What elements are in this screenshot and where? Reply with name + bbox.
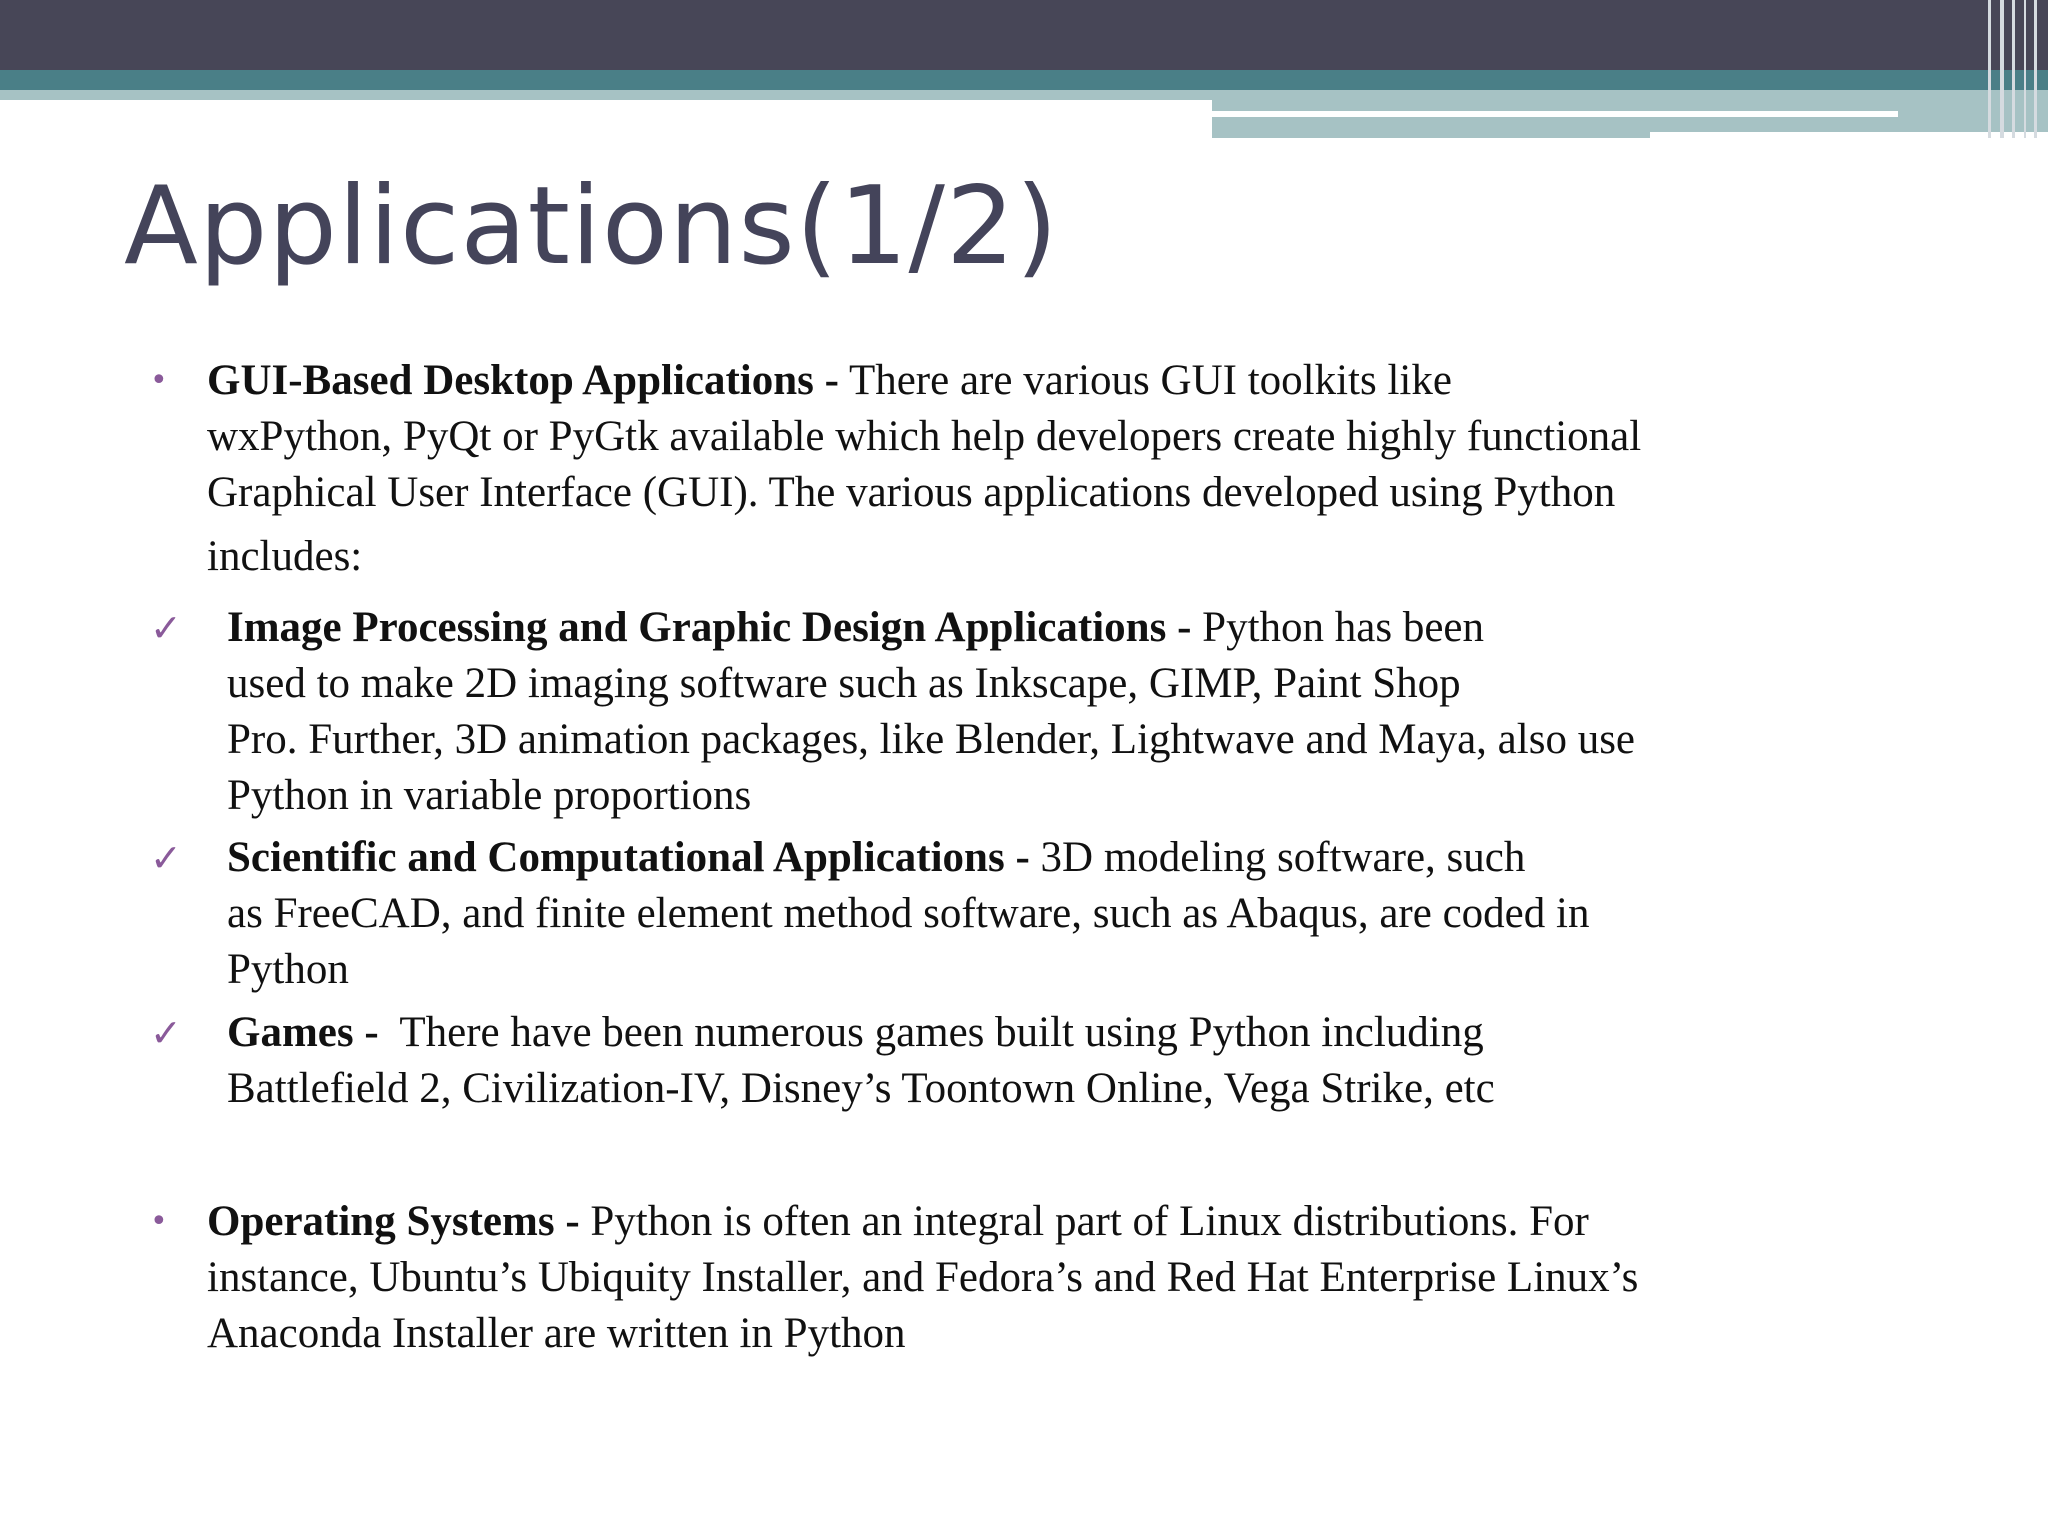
list-item-line: Anaconda Installer are written in Python	[207, 1310, 906, 1357]
header-light-band-left	[0, 90, 1212, 100]
list-item-line: used to make 2D imaging software such as Inkscape, GIMP, Paint Shop	[227, 660, 1461, 707]
list-item-line: as FreeCAD, and finite element method software, such as Abaqus, are coded in	[227, 890, 1590, 937]
header-stripe	[2024, 0, 2026, 138]
header-stripe	[2012, 0, 2015, 138]
header-stripe	[1988, 0, 1991, 138]
list-item-image-processing	[227, 600, 1927, 824]
list-item-heading: Operating Systems -	[207, 1198, 580, 1245]
list-item-line: Pro. Further, 3D animation packages, like Blender, Lightwave and Maya, also use	[227, 716, 1636, 763]
round-bullet-icon: •	[150, 1204, 168, 1239]
list-item-line: Python	[227, 946, 349, 993]
slide-title: Applications(1/2)	[124, 164, 1059, 289]
header-dark-band	[0, 0, 2048, 70]
list-item-text: 3D modeling software, such	[1040, 834, 1526, 881]
list-item-text: There have been numerous games built using Python including	[389, 1009, 1484, 1056]
list-item-line	[207, 1194, 1907, 1250]
list-item-games	[227, 1005, 1927, 1117]
list-item-text: Python has been	[1202, 604, 1485, 651]
list-item-scientific	[227, 830, 1927, 998]
list-item-line	[227, 830, 1927, 886]
list-item-heading: Scientific and Computational Applications -	[227, 834, 1030, 881]
list-item-heading: Games -	[227, 1009, 379, 1056]
list-item-heading: Image Processing and Graphic Design Applications -	[227, 604, 1192, 651]
list-item-text: There are various GUI toolkits like	[848, 357, 1452, 404]
list-item-line: Python in variable proportions	[227, 772, 752, 819]
list-item-line: includes:	[207, 533, 363, 580]
header-stripe	[2000, 0, 2004, 138]
header-teal-band	[0, 70, 2048, 90]
list-item-operating-systems	[207, 1194, 1907, 1362]
list-item-line	[227, 600, 1927, 656]
list-item-line: wxPython, PyQt or PyGtk available which help developers create highly functional	[207, 413, 1642, 460]
checkmark-icon: ✓	[150, 606, 182, 650]
list-item-line: instance, Ubuntu’s Ubiquity Installer, and Fedora’s and Red Hat Enterprise Linux’s	[207, 1254, 1639, 1301]
list-item-heading: GUI-Based Desktop Applications -	[207, 357, 839, 404]
list-item-gui-desktop	[207, 353, 1907, 585]
list-item-line	[227, 1005, 1927, 1061]
checkmark-icon: ✓	[150, 1011, 182, 1055]
round-bullet-icon: •	[150, 363, 168, 398]
header-white-line	[1212, 111, 1898, 117]
checkmark-icon: ✓	[150, 836, 182, 880]
header-stripe	[2034, 0, 2037, 138]
list-item-text: Python is often an integral part of Linux distributions. For	[590, 1198, 1589, 1245]
list-item-line	[207, 353, 1907, 409]
list-item-line: Graphical User Interface (GUI). The various applications developed using Python	[207, 469, 1616, 516]
list-item-line: Battlefield 2, Civilization-IV, Disney’s Toontown Online, Vega Strike, etc	[227, 1065, 1495, 1112]
